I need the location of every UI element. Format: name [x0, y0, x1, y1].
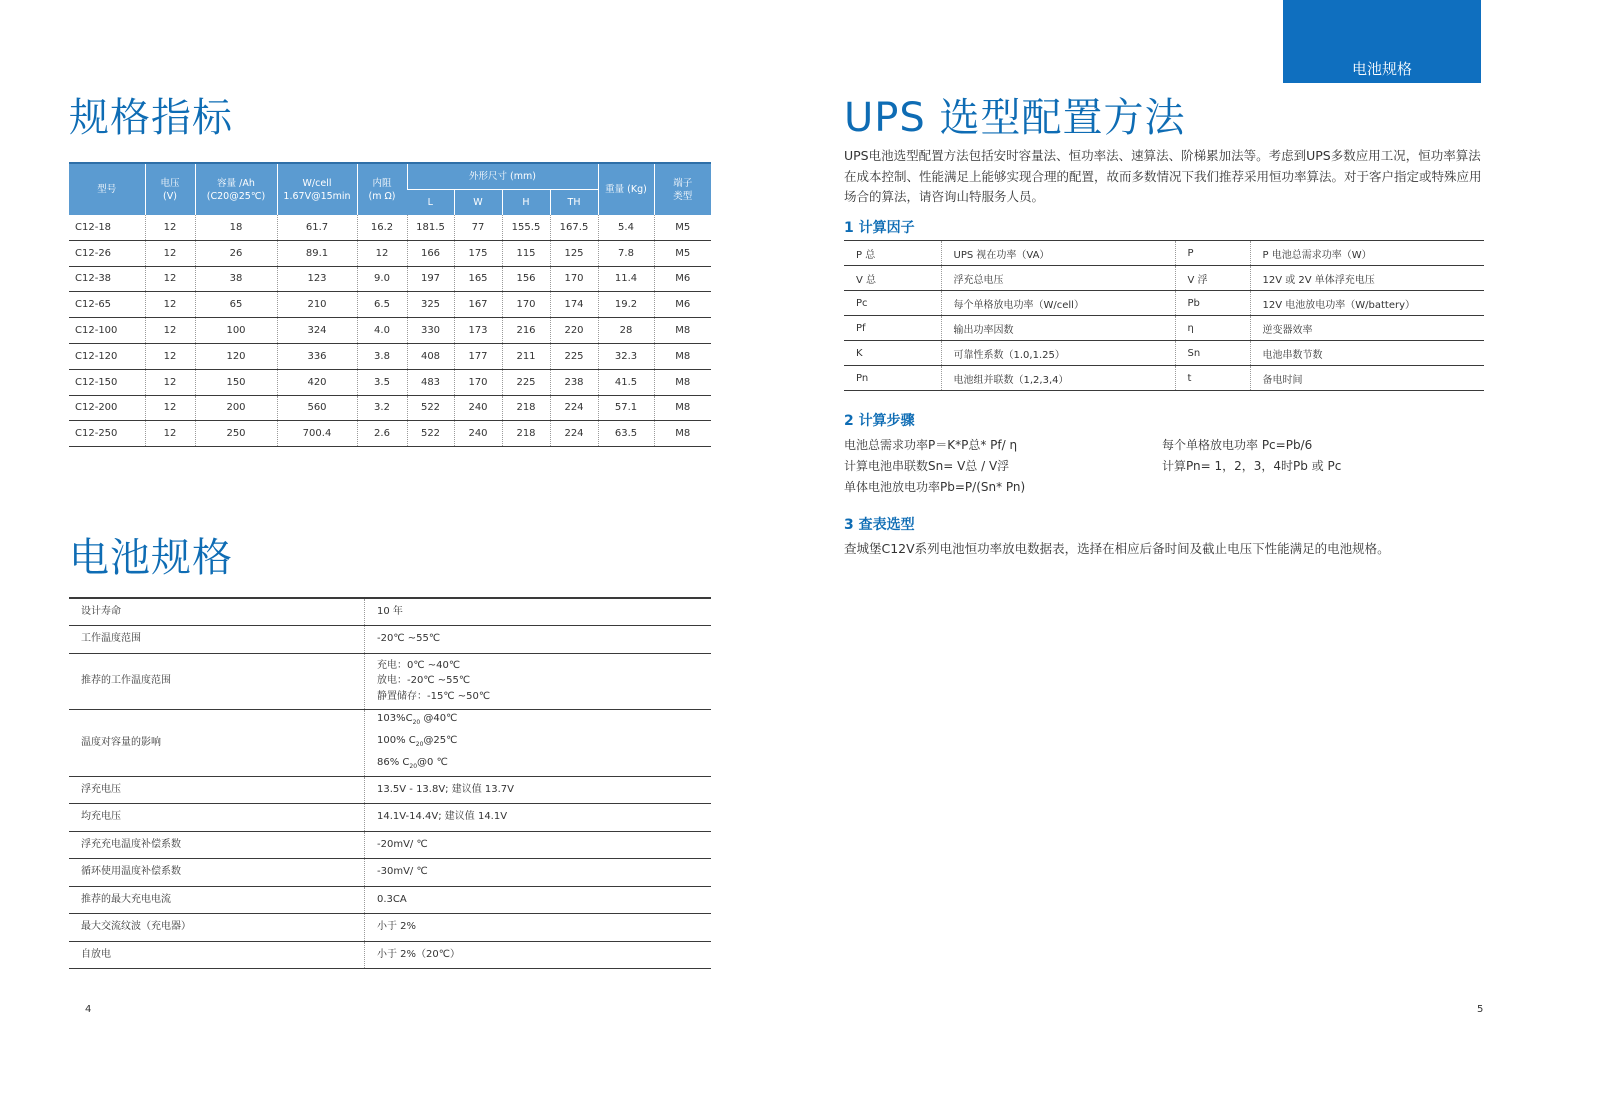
section-tab-label: 电池规格 — [1351, 60, 1412, 78]
table-cell: 12 — [145, 318, 195, 344]
table-cell: 174 — [550, 292, 598, 318]
section-factors-title: 1 计算因子 — [844, 220, 915, 236]
table-cell: 325 — [407, 292, 454, 318]
table-cell: 238 — [550, 369, 598, 395]
table-cell: 125 — [550, 240, 598, 266]
table-cell: 9.0 — [357, 266, 407, 292]
table-cell: 175 — [454, 240, 502, 266]
row-value: 小于 2% — [365, 913, 712, 941]
table-cell: M6 — [654, 266, 711, 292]
table-cell: 12 — [145, 240, 195, 266]
table-cell: P 总 — [844, 241, 941, 266]
table-cell: 165 — [454, 266, 502, 292]
factor-table-body — [844, 241, 1484, 391]
table-cell: 26 — [195, 240, 277, 266]
row-key: 自放电 — [69, 941, 365, 968]
table-cell: η — [1175, 316, 1250, 341]
spec-table — [69, 162, 711, 447]
header-wcell: W/cell 1.67V@15min — [277, 163, 357, 215]
section-tab — [1283, 0, 1481, 83]
table-cell: 224 — [550, 395, 598, 421]
table-cell: 200 — [195, 395, 277, 421]
page-number-left: 4 — [85, 1004, 92, 1015]
table-row — [69, 886, 711, 913]
table-cell: 浮充总电压 — [941, 266, 1175, 291]
row-key: 推荐的工作温度范围 — [69, 653, 365, 709]
table-cell: 41.5 — [598, 369, 654, 395]
table-cell: 155.5 — [502, 215, 550, 240]
table-cell: C12-38 — [69, 266, 145, 292]
table-row — [69, 653, 711, 709]
table-cell: M8 — [654, 318, 711, 344]
table-cell: C12-65 — [69, 292, 145, 318]
table-row — [69, 709, 711, 776]
row-key: 最大交流纹波（充电器） — [69, 913, 365, 941]
header-H: H — [502, 189, 550, 215]
row-value: 小于 2%（20℃） — [365, 941, 712, 968]
table-cell: 3.5 — [357, 369, 407, 395]
steps-left — [844, 435, 1025, 498]
table-row — [69, 240, 711, 266]
step-item: 电池总需求功率P＝K*P总* Pf/ η — [844, 438, 1018, 452]
row-key: 推荐的最大充电电流 — [69, 886, 365, 913]
ups-title: UPS 选型配置方法 — [844, 95, 1186, 141]
table-cell: V 浮 — [1175, 266, 1250, 291]
table-cell: 560 — [277, 395, 357, 421]
table-cell: 19.2 — [598, 292, 654, 318]
table-cell: C12-120 — [69, 343, 145, 369]
header-TH: TH — [550, 189, 598, 215]
table-cell: 170 — [454, 369, 502, 395]
table-cell: 12V 电池放电功率（W/battery） — [1250, 291, 1484, 316]
table-row — [69, 292, 711, 318]
table-row — [69, 941, 711, 968]
row-key: 循环使用温度补偿系数 — [69, 858, 365, 886]
table-cell: 12 — [145, 421, 195, 447]
table-cell: 12 — [357, 240, 407, 266]
table-row — [69, 215, 711, 240]
table-cell: K — [844, 341, 941, 366]
table-cell: Pc — [844, 291, 941, 316]
steps-right — [1162, 435, 1341, 477]
table-cell: 89.1 — [277, 240, 357, 266]
table-cell: 可靠性系数（1.0,1.25） — [941, 341, 1175, 366]
table-cell: M8 — [654, 369, 711, 395]
table-cell: 逆变器效率 — [1250, 316, 1484, 341]
factor-table — [844, 240, 1484, 391]
row-value: 14.1V-14.4V; 建议值 14.1V — [365, 803, 712, 831]
table-cell: 电池串数节数 — [1250, 341, 1484, 366]
table-cell: 170 — [502, 292, 550, 318]
row-value: -20℃ ~55℃ — [365, 625, 712, 653]
row-value: 0.3CA — [365, 886, 712, 913]
table-cell: C12-200 — [69, 395, 145, 421]
table-cell: 240 — [454, 421, 502, 447]
table-cell: 225 — [502, 369, 550, 395]
row-key: 设计寿命 — [69, 598, 365, 625]
step-item: 计算Pn= 1，2，3，4时Pb 或 Pc — [1162, 459, 1342, 473]
table-cell: 220 — [550, 318, 598, 344]
table-cell: 167.5 — [550, 215, 598, 240]
table-cell: UPS 视在功率（VA） — [941, 241, 1175, 266]
table-cell: C12-100 — [69, 318, 145, 344]
header-model: 型号 — [69, 163, 145, 215]
table-cell: 28 — [598, 318, 654, 344]
table-cell: M8 — [654, 343, 711, 369]
table-cell: 181.5 — [407, 215, 454, 240]
table-row — [69, 776, 711, 803]
table-cell: 324 — [277, 318, 357, 344]
table-cell: 12 — [145, 215, 195, 240]
table-cell: C12-250 — [69, 421, 145, 447]
table-cell: 216 — [502, 318, 550, 344]
row-key: 浮充充电温度补偿系数 — [69, 831, 365, 858]
table-cell: t — [1175, 366, 1250, 391]
table-cell: M5 — [654, 215, 711, 240]
table-row — [69, 369, 711, 395]
table-cell: 170 — [550, 266, 598, 292]
battery-spec-title: 电池规格 — [69, 535, 233, 581]
table-cell: 65 — [195, 292, 277, 318]
table-row — [69, 831, 711, 858]
header-W: W — [454, 189, 502, 215]
table-row — [69, 803, 711, 831]
table-cell: 6.5 — [357, 292, 407, 318]
row-key: 浮充电压 — [69, 776, 365, 803]
header-voltage: 电压 (V) — [145, 163, 195, 215]
table-cell: 100 — [195, 318, 277, 344]
intro-paragraph: UPS电池选型配置方法包括安时容量法、恒功率法、速算法、阶梯累加法等。考虑到UPS多数应用工况，恒功率算法在成本控制、性能满足上能够实现合理的配置，故而多数情况下我们推荐采用恒功率算法。对于客户指定或特殊应用场合的算法，请咨询山特服务人员。 — [844, 148, 1482, 204]
table-row — [69, 625, 711, 653]
table-cell: C12-26 — [69, 240, 145, 266]
table-cell: 115 — [502, 240, 550, 266]
table-cell: 12 — [145, 395, 195, 421]
section-steps-title: 2 计算步骤 — [844, 413, 915, 429]
table-row — [69, 858, 711, 886]
table-cell: 225 — [550, 343, 598, 369]
table-row — [844, 241, 1484, 266]
table-row — [844, 341, 1484, 366]
table-row — [69, 343, 711, 369]
table-cell: 61.7 — [277, 215, 357, 240]
row-key: 工作温度范围 — [69, 625, 365, 653]
row-value: -20mV/ ℃ — [365, 831, 712, 858]
table-cell: 120 — [195, 343, 277, 369]
table-cell: P — [1175, 241, 1250, 266]
table-cell: 3.8 — [357, 343, 407, 369]
table-cell: 18 — [195, 215, 277, 240]
table-row — [844, 291, 1484, 316]
table-cell: 12 — [145, 292, 195, 318]
spec-table-body — [69, 215, 711, 447]
table-cell: 每个单格放电功率（W/cell） — [941, 291, 1175, 316]
step-item: 单体电池放电功率Pb=P/(Sn* Pn) — [844, 480, 1026, 494]
table-cell: Pn — [844, 366, 941, 391]
header-resistance: 内阻 (m Ω) — [357, 163, 407, 215]
header-capacity: 容量 /Ah (C20@25℃) — [195, 163, 277, 215]
step-item: 每个单格放电功率 Pc=Pb/6 — [1162, 438, 1313, 452]
header-weight: 重量 (Kg) — [598, 163, 654, 215]
table-cell: 123 — [277, 266, 357, 292]
row-key: 温度对容量的影响 — [69, 709, 365, 776]
table-cell: Pb — [1175, 291, 1250, 316]
table-cell: 输出功率因数 — [941, 316, 1175, 341]
table-cell: 408 — [407, 343, 454, 369]
row-value: 10 年 — [365, 598, 712, 625]
table-cell: Pf — [844, 316, 941, 341]
row-value: $103\%C_{20}$ @40℃ 100% $C_{20}@25℃$ 86% $C_{20}@0$ ℃ — [365, 709, 712, 776]
table-cell: 700.4 — [277, 421, 357, 447]
table-cell: 32.3 — [598, 343, 654, 369]
table-cell: V 总 — [844, 266, 941, 291]
table-cell: 2.6 — [357, 421, 407, 447]
table-cell: 12 — [145, 266, 195, 292]
header-terminal: 端子 类型 — [654, 163, 711, 215]
table-cell: 166 — [407, 240, 454, 266]
table-cell: 12V 或 2V 单体浮充电压 — [1250, 266, 1484, 291]
table-cell: 12 — [145, 369, 195, 395]
table-cell: 7.8 — [598, 240, 654, 266]
table-cell: 336 — [277, 343, 357, 369]
table-cell: 16.2 — [357, 215, 407, 240]
table-cell: 11.4 — [598, 266, 654, 292]
spec-title: 规格指标 — [69, 95, 233, 141]
battery-spec-table — [69, 597, 711, 969]
table-cell: 177 — [454, 343, 502, 369]
table-cell: 12 — [145, 343, 195, 369]
table-cell: 218 — [502, 421, 550, 447]
row-value: -30mV/ ℃ — [365, 858, 712, 886]
table-cell: 522 — [407, 395, 454, 421]
table-cell: 备电时间 — [1250, 366, 1484, 391]
table-cell: C12-18 — [69, 215, 145, 240]
table-cell: 150 — [195, 369, 277, 395]
table-cell: 173 — [454, 318, 502, 344]
table-cell: 224 — [550, 421, 598, 447]
table-cell: 483 — [407, 369, 454, 395]
table-cell: 电池组并联数（1,2,3,4） — [941, 366, 1175, 391]
table-cell: 218 — [502, 395, 550, 421]
table-cell: 420 — [277, 369, 357, 395]
row-key: 均充电压 — [69, 803, 365, 831]
table-cell: 250 — [195, 421, 277, 447]
table-cell: 3.2 — [357, 395, 407, 421]
table-cell: 57.1 — [598, 395, 654, 421]
select-paragraph: 查城堡C12V系列电池恒功率放电数据表，选择在相应后备时间及截止电压下性能满足的电池规格。 — [844, 541, 1390, 556]
table-cell: C12-150 — [69, 369, 145, 395]
header-dimensions: 外形尺寸 (mm) — [407, 163, 598, 189]
page-number-right: 5 — [1477, 1004, 1484, 1015]
table-row — [69, 395, 711, 421]
table-cell: 156 — [502, 266, 550, 292]
table-row — [69, 598, 711, 625]
table-cell: 197 — [407, 266, 454, 292]
table-cell: M5 — [654, 240, 711, 266]
table-row — [844, 266, 1484, 291]
table-cell: 211 — [502, 343, 550, 369]
table-cell: 77 — [454, 215, 502, 240]
table-cell: 38 — [195, 266, 277, 292]
table-cell: M6 — [654, 292, 711, 318]
header-L: L — [407, 189, 454, 215]
section-select-title: 3 查表选型 — [844, 517, 915, 533]
row-value: 13.5V - 13.8V; 建议值 13.7V — [365, 776, 712, 803]
table-row — [69, 421, 711, 447]
table-cell: M8 — [654, 421, 711, 447]
table-cell: 522 — [407, 421, 454, 447]
table-row — [69, 913, 711, 941]
table-row — [69, 266, 711, 292]
table-row — [69, 318, 711, 344]
table-row — [844, 366, 1484, 391]
table-cell: 210 — [277, 292, 357, 318]
table-cell: P 电池总需求功率（W） — [1250, 241, 1484, 266]
table-cell: Sn — [1175, 341, 1250, 366]
step-item: 计算电池串联数Sn= V总 / V浮 — [844, 459, 1010, 473]
table-cell: 330 — [407, 318, 454, 344]
row-value: 充电：0℃ ~40℃ 放电：-20℃ ~55℃ 静置储存：-15℃ ~50℃ — [365, 653, 712, 709]
table-cell: 167 — [454, 292, 502, 318]
table-cell: 5.4 — [598, 215, 654, 240]
table-row — [844, 316, 1484, 341]
table-cell: 4.0 — [357, 318, 407, 344]
table-cell: 240 — [454, 395, 502, 421]
table-cell: 63.5 — [598, 421, 654, 447]
table-cell: M8 — [654, 395, 711, 421]
